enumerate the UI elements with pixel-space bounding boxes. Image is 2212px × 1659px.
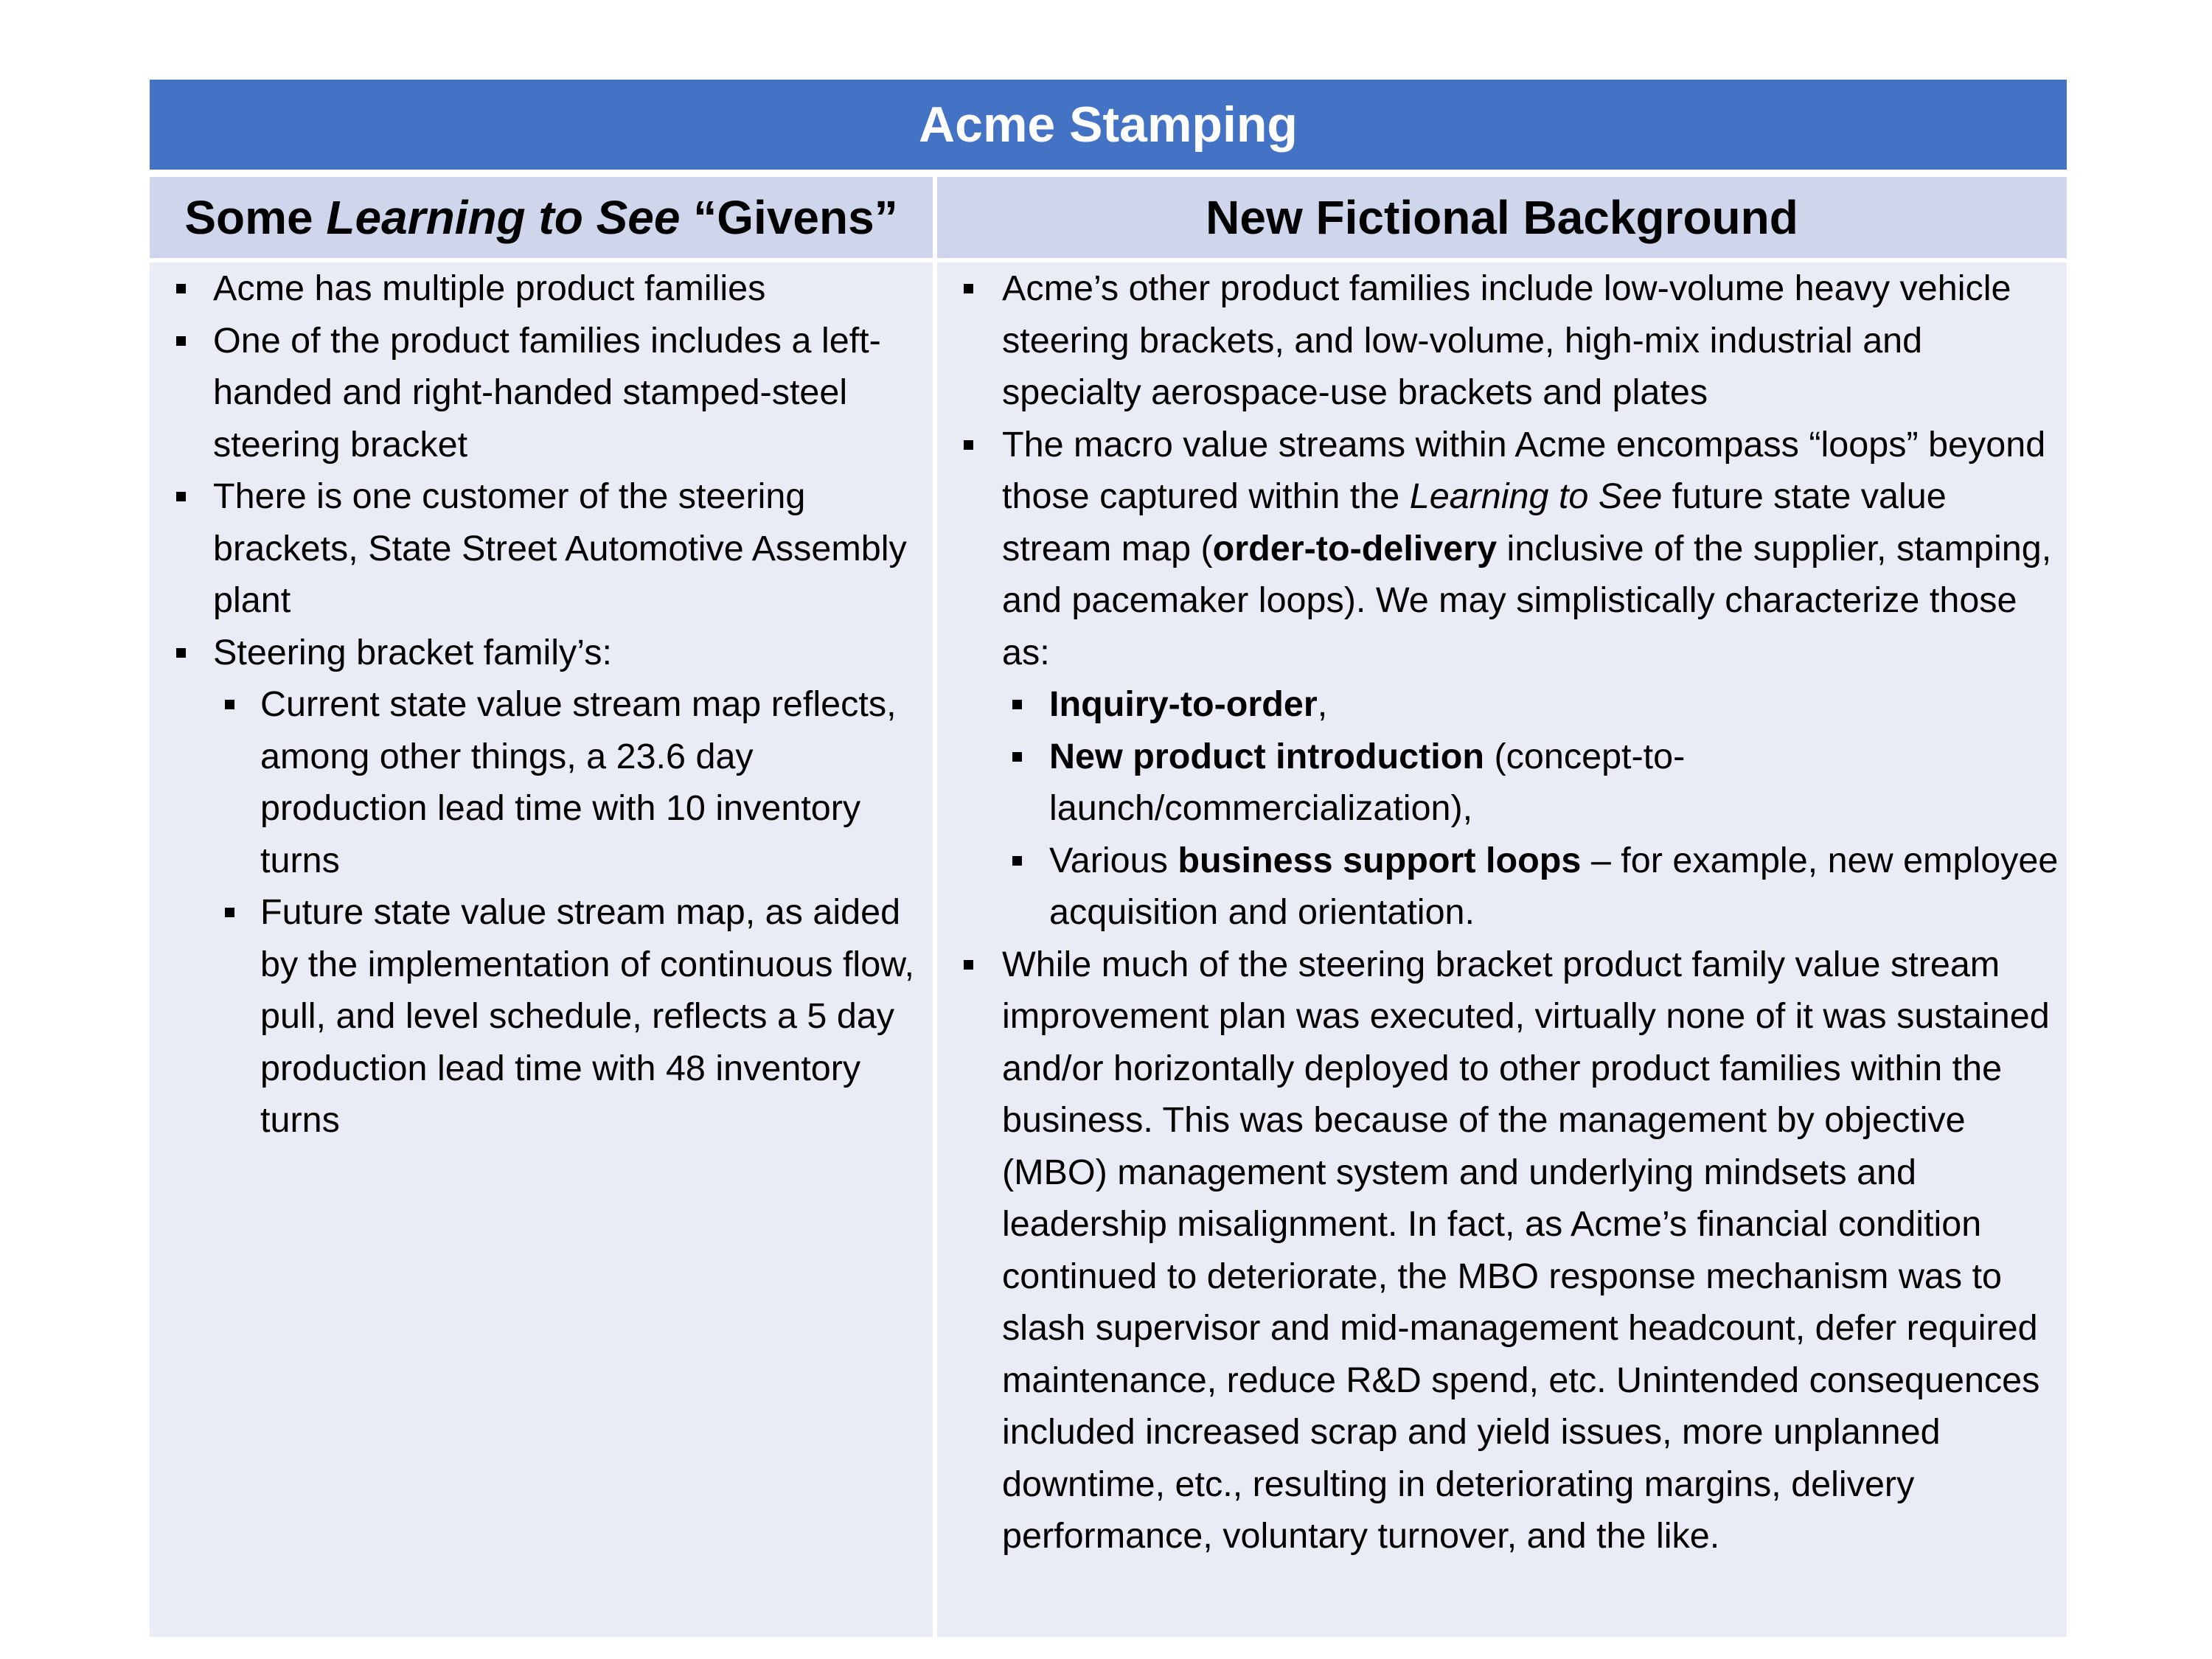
left-header-pre: Some: [184, 191, 327, 244]
right-column-header: [937, 177, 2067, 258]
left-header-italic: Learning to See: [326, 191, 681, 244]
right-column-body: [937, 262, 2067, 1637]
right-sub-bullet-3: [986, 835, 2059, 939]
right-header-text: New Fictional Background: [1206, 191, 1798, 244]
right-bullet-2-text-a: The macro value streams within Acme encompass “loops” beyond those captured within the: [1002, 424, 2046, 516]
right-sub-bullet-1-rest: ,: [1317, 684, 1328, 724]
right-bullet-2: [937, 419, 2059, 939]
right-sub-bullet-3-bold: business support loops: [1178, 840, 1582, 880]
right-sub-bullet-1: [986, 678, 2059, 731]
left-bullet-2: One of the product families includes a left-handed and right-handed stamped-steel steering bracket: [150, 315, 925, 471]
left-sub-bullet-2: Future state value stream map, as aided by the implementation of continuous flow, pull, and level schedule, reflects a 5 day production lead time with 48 inventory turns: [197, 886, 925, 1147]
right-sub-bullet-2: [986, 731, 2059, 835]
left-bullet-list: [150, 262, 925, 1147]
left-column-body: [150, 262, 933, 1637]
left-bullet-1: Acme has multiple product families: [150, 262, 925, 315]
right-sub-bullet-3-rest: – for example, new employee acquisition and orientation.: [1049, 840, 2059, 932]
left-column-header: [150, 177, 933, 258]
left-header-post: “Givens”: [680, 191, 898, 244]
right-sub-bullet-3-pre: Various: [1049, 840, 1178, 880]
left-sub-bullet-1: Current state value stream map reflects, among other things, a 23.6 day production lead time with 10 inventory turns: [197, 678, 925, 886]
table-title-text: Acme Stamping: [919, 97, 1298, 153]
right-bullet-2-text-c: inclusive of the supplier, stamping, and pacemaker loops). We may simplistically characterize those as:: [1002, 528, 2052, 672]
right-bullet-2-italic: Learning to See: [1409, 476, 1663, 516]
left-bullet-3: There is one customer of the steering brackets, State Street Automotive Assembly plant: [150, 470, 925, 627]
right-bullet-3: While much of the steering bracket product family value stream improvement plan was executed, virtually none of it was sustained and/or horizontally deployed to other product families within the business. This was because of the management by objective (MBO) management system and underlying mindsets and leadership misalignment. In fact, as Acme’s financial condition continued to deteriorate, the MBO response mechanism was to slash supervisor and mid-management headcount, defer required maintenance, reduce R&D spend, etc. Unintended consequences included increased scrap and yield issues, more unplanned downtime, etc., resulting in deteriorating margins, delivery performance, voluntary turnover, and the like.: [937, 939, 2059, 1562]
right-bullet-2-text-b: future state value stream map (: [1002, 476, 1947, 568]
right-sub-bullet-1-bold: Inquiry-to-order: [1049, 684, 1318, 724]
left-sub-bullet-list: [150, 678, 925, 1147]
left-bullet-4-text: Steering bracket family’s:: [213, 632, 612, 672]
left-bullet-4: [150, 627, 925, 1147]
content-table: [150, 80, 2067, 1637]
right-sub-bullet-list: [937, 678, 2059, 939]
right-bullet-1: Acme’s other product families include low-volume heavy vehicle steering brackets, and low-volume, high-mix industrial and specialty aerospace-use brackets and plates: [937, 262, 2059, 419]
table-title: [150, 80, 2067, 170]
right-sub-bullet-2-rest: (concept-to-launch/commercialization),: [1049, 736, 1686, 828]
right-sub-bullet-2-bold: New product introduction: [1049, 736, 1485, 776]
right-bullet-2-bold: order-to-delivery: [1212, 528, 1498, 568]
right-bullet-list: [937, 262, 2059, 1562]
